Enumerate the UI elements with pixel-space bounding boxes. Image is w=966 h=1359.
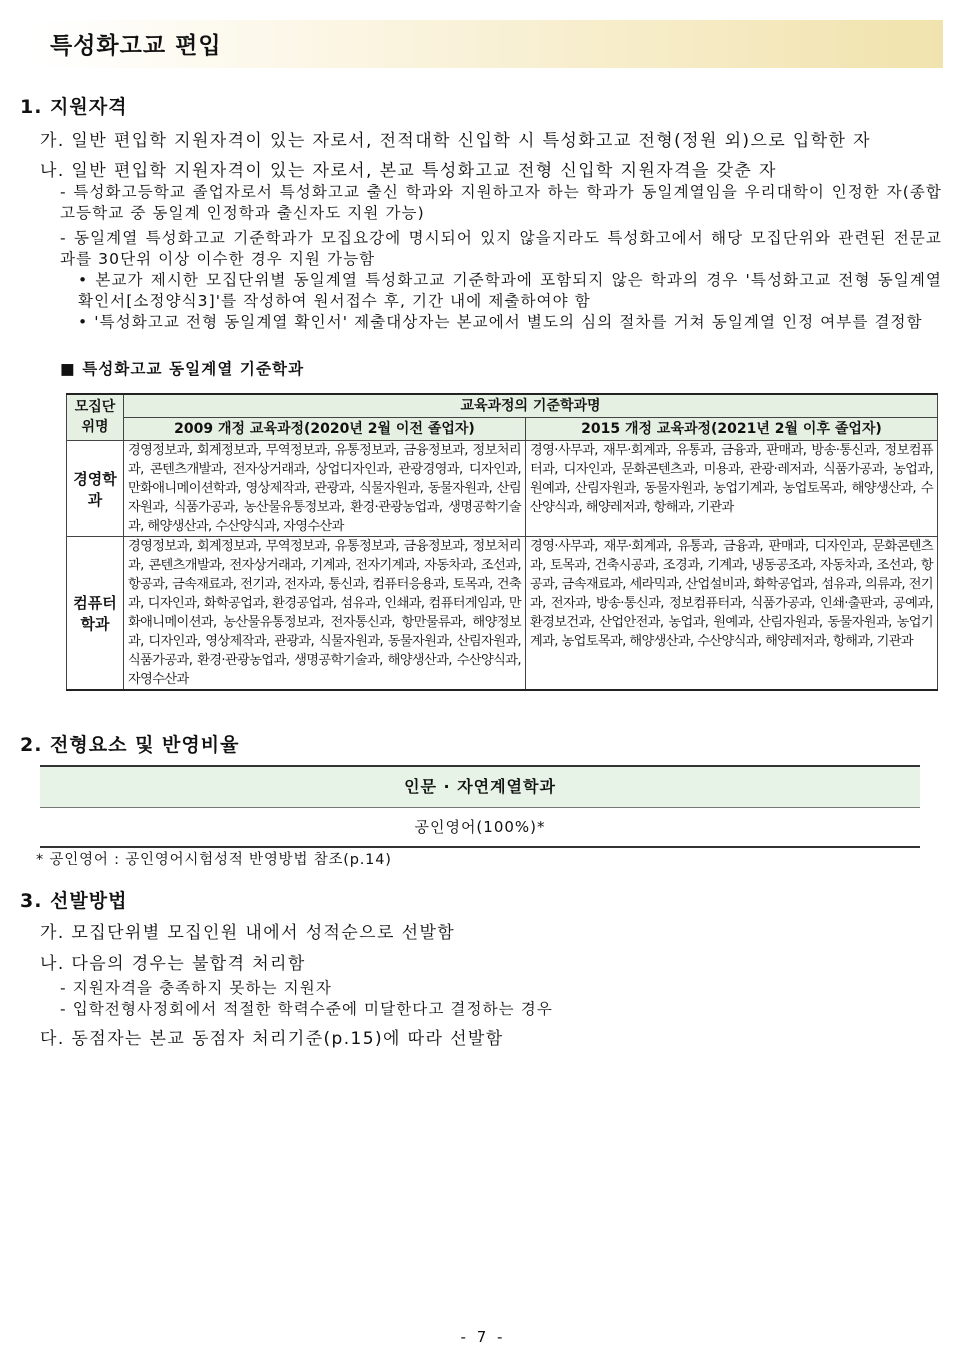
page-number: - 7 - <box>460 1328 506 1346</box>
table-title: ■ 특성화고교 동일계열 기준학과 <box>60 360 305 378</box>
dept-list-2009: 경영정보과, 회계정보과, 무역정보과, 유통정보과, 금융정보과, 정보처리과, 콘텐츠개발과, 전자상거래과, 기계과, 전자기계과, 자동차과, 조선과, 항공과, 금속재료과, 전기과, 전자과, 통신과, 컴퓨터응용과, 토목과, 건축과, 디자인과, 화학공업과, 환경공업과, 섬유과, 인쇄과, 컴퓨터게임과, 만화애니메이션과, 농산물유통정보과, 전자통신과, 항만물류과, 해양정보과, 디자인과, 영상제작과, 관광과, 식물자원과, 동물자원과, 산림자원과, 식품가공과, 환경·관광농업과, 생명공학기술과, 해양생산과, 수산양식과, 자영수산과 <box>124 537 526 691</box>
section3-item-ga: 가. 모집단위별 모집인원 내에서 성적순으로 선발함 <box>40 923 456 943</box>
standard-department-table <box>66 393 938 691</box>
section3-item-da: 다. 동점자는 본교 동점자 처리기준(p.15)에 따라 선발함 <box>40 1029 504 1049</box>
table-row <box>67 441 938 537</box>
col-unit-label: 모집단위명 <box>74 399 116 435</box>
section3-dash1: - 지원자격을 충족하지 못하는 지원자 <box>60 979 332 997</box>
section1-bullet2: • '특성화고교 전형 동일계열 확인서' 제출대상자는 본교에서 별도의 심의 절차를 거쳐 동일계열 인정 여부를 결정함 <box>78 313 923 331</box>
dept-list-2009: 경영정보과, 회계정보과, 무역정보과, 유통정보과, 금융정보과, 정보처리과, 콘텐츠개발과, 전자상거래과, 상업디자인과, 관광경영과, 디자인과, 만화애니메이션학과, 영상제작과, 관광과, 식물자원과, 동물자원과, 산림자원과, 식품가공과, 농산물유통정보과, 환경·관광농업과, 생명공학기술과, 해양생산과, 수산양식과, 자영수산과 <box>124 441 526 537</box>
col-unit-header <box>67 394 124 441</box>
section1-dash2: - 동일계열 특성화고교 기준학과가 모집요강에 명시되어 있지 않을지라도 특성화고에서 해당 모집단위와 관련된 전문교과를 30단위 이상 이수한 경우 지원 가능함 <box>60 229 942 268</box>
col-2015-header: 2015 개정 교육과정(2021년 2월 이후 졸업자) <box>526 418 938 441</box>
ratio-table <box>40 765 920 848</box>
section3-dash2: - 입학전형사정회에서 적절한 학력수준에 미달한다고 결정하는 경우 <box>60 1000 553 1018</box>
section1-item-na: 나. 일반 편입학 지원자격이 있는 자로서, 본교 특성화고교 전형 신입학 지원자격을 갖춘 자 <box>40 161 777 181</box>
ratio-table-header: 인문 · 자연계열학과 <box>40 765 920 808</box>
col-2009-header: 2009 개정 교육과정(2020년 2월 이전 졸업자) <box>124 418 526 441</box>
unit-name: 컴퓨터학과 <box>67 537 124 691</box>
section1-dash1: - 특성화고등학교 졸업자로서 특성화고교 출신 학과와 지원하고자 하는 학과가 동일계열임을 우리대학이 인정한 자(종합고등학교 중 동일계 인정학과 출신자도 지원 가능) <box>60 183 942 222</box>
col-group-header: 교육과정의 기준학과명 <box>124 394 938 418</box>
section3-item-na: 나. 다음의 경우는 불합격 처리함 <box>40 954 306 974</box>
page-title: 특성화고교 편입 <box>50 33 222 59</box>
table-row <box>67 537 938 691</box>
section3-heading: 3. 선발방법 <box>20 890 128 912</box>
section2-footnote: * 공인영어 : 공인영어시험성적 반영방법 참조(p.14) <box>36 852 392 868</box>
unit-name: 경영학과 <box>67 441 124 537</box>
section1-bullet1: • 본교가 제시한 모집단위별 동일계열 특성화고교 기준학과에 포함되지 않은 학과의 경우 '특성화고교 전형 동일계열 확인서[소정양식3]'를 작성하여 원서접수 후, 기간 내에 제출하여야 함 <box>78 271 942 310</box>
title-bar <box>38 20 943 68</box>
section1-heading: 1. 지원자격 <box>20 96 128 118</box>
section2-heading: 2. 전형요소 및 반영비율 <box>20 734 240 756</box>
section1-item-ga: 가. 일반 편입학 지원자격이 있는 자로서, 전적대학 신입학 시 특성화고교 전형(정원 외)으로 입학한 자 <box>40 131 872 151</box>
dept-list-2015: 경영·사무과, 재무·회계과, 유통과, 금융과, 판매과, 방송·통신과, 정보컴퓨터과, 디자인과, 문화콘텐츠과, 미용과, 관광·레저과, 식품가공과, 농업과, 원예과, 산림자원과, 동물자원과, 농업기계과, 농업토목과, 해양생산과, 수산양식과, 해양레저과, 항해과, 기관과 <box>526 441 938 537</box>
dept-list-2015: 경영·사무과, 재무·회계과, 유통과, 금융과, 판매과, 디자인과, 문화콘텐츠과, 토목과, 건축시공과, 조경과, 기계과, 냉동공조과, 자동차과, 조선과, 항공과, 금속재료과, 세라믹과, 산업설비과, 화학공업과, 섬유과, 의류과, 전기과, 전자과, 방송·통신과, 정보컴퓨터과, 식품가공과, 인쇄·출판과, 공예과, 환경보건과, 산업안전과, 농업과, 원예과, 산림자원과, 동물자원과, 농업기계과, 농업토목과, 해양생산과, 수산양식과, 해양레저과, 항해과, 기관과 <box>526 537 938 691</box>
ratio-table-value: 공인영어(100%)* <box>40 808 920 848</box>
